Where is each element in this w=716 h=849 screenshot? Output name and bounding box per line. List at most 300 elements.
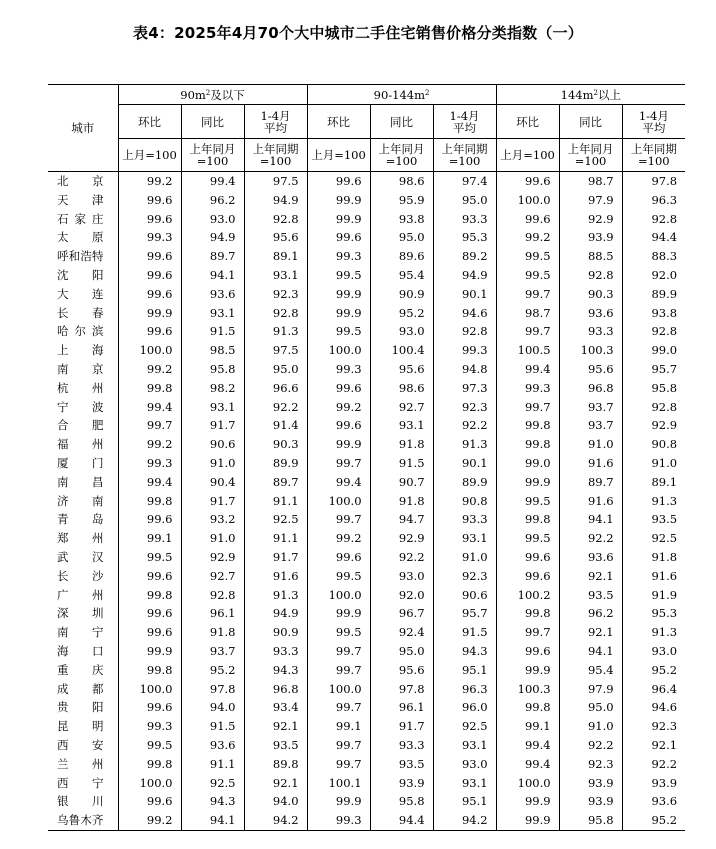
table-row: [48, 172, 685, 191]
base-header: 上年同期 =100: [244, 139, 307, 172]
index-value: 99.5: [496, 247, 559, 266]
index-value: 95.8: [559, 811, 622, 830]
index-value: 91.0: [433, 548, 496, 567]
index-value: 99.6: [118, 792, 181, 811]
metric-header: 同比: [370, 105, 433, 139]
city-name: 呼和浩特: [57, 249, 104, 264]
index-value: 94.1: [181, 811, 244, 830]
index-value: 95.6: [244, 228, 307, 247]
index-value: 99.6: [307, 379, 370, 398]
table-row: [48, 604, 685, 623]
index-value: 93.6: [622, 792, 685, 811]
index-value: 100.3: [496, 680, 559, 699]
index-value: 99.5: [496, 492, 559, 511]
index-value: 96.8: [559, 379, 622, 398]
index-value: 93.9: [370, 774, 433, 793]
area-group-header: $144m^2$以上: [496, 85, 685, 105]
index-value: 98.5: [181, 341, 244, 360]
metric-header: 1-4月 平均: [244, 105, 307, 139]
index-value: 90.1: [433, 285, 496, 304]
index-value: 99.3: [118, 228, 181, 247]
index-value: 94.9: [181, 228, 244, 247]
index-value: 94.6: [622, 698, 685, 717]
index-value: 94.3: [433, 642, 496, 661]
table-row: [48, 736, 685, 755]
table-row: [48, 755, 685, 774]
index-value: 100.3: [559, 341, 622, 360]
table-row: [48, 210, 685, 229]
city-name: 西宁: [57, 775, 104, 790]
index-value: 100.4: [370, 341, 433, 360]
index-value: 100.0: [118, 341, 181, 360]
index-value: 99.1: [496, 717, 559, 736]
index-value: 99.6: [496, 567, 559, 586]
index-value: 93.1: [244, 266, 307, 285]
index-value: 99.7: [307, 736, 370, 755]
index-value: 92.2: [244, 398, 307, 417]
index-value: 94.0: [181, 698, 244, 717]
index-value: 99.9: [496, 473, 559, 492]
index-value: 95.4: [559, 661, 622, 680]
index-value: 92.2: [370, 548, 433, 567]
index-value: 92.3: [433, 398, 496, 417]
index-value: 93.9: [559, 792, 622, 811]
index-value: 95.4: [370, 266, 433, 285]
index-value: 99.9: [496, 792, 559, 811]
city-name: 成都: [57, 681, 104, 696]
index-value: 99.8: [118, 492, 181, 511]
city-name: 长沙: [57, 568, 104, 583]
index-value: 90.9: [370, 285, 433, 304]
index-value: 92.9: [622, 416, 685, 435]
index-value: 89.9: [433, 473, 496, 492]
city-name: 太原: [57, 230, 104, 245]
index-value: 92.5: [433, 717, 496, 736]
index-value: 91.7: [181, 416, 244, 435]
index-value: 99.3: [307, 811, 370, 830]
index-value: 93.3: [370, 736, 433, 755]
city-name: 合肥: [57, 418, 104, 433]
index-value: 100.2: [496, 586, 559, 605]
index-value: 95.6: [559, 360, 622, 379]
city-name: 南宁: [57, 625, 104, 640]
index-value: 96.7: [370, 604, 433, 623]
index-value: 93.1: [433, 774, 496, 793]
index-value: 95.9: [370, 191, 433, 210]
table-body: [48, 172, 685, 831]
index-value: 98.7: [559, 172, 622, 191]
index-value: 92.5: [622, 529, 685, 548]
index-value: 89.1: [244, 247, 307, 266]
index-value: 99.6: [118, 623, 181, 642]
city-name: 海口: [57, 643, 104, 658]
index-value: 92.2: [622, 755, 685, 774]
index-value: 99.6: [307, 548, 370, 567]
index-value: 93.2: [181, 510, 244, 529]
index-value: 99.1: [307, 717, 370, 736]
index-value: 99.7: [496, 398, 559, 417]
index-value: 91.5: [181, 322, 244, 341]
city-name: 昆明: [57, 719, 104, 734]
base-header: 上年同月 =100: [559, 139, 622, 172]
table-row: [48, 792, 685, 811]
index-value: 99.2: [307, 398, 370, 417]
table-row: [48, 774, 685, 793]
index-value: 95.8: [370, 792, 433, 811]
index-value: 92.9: [181, 548, 244, 567]
metric-header: 环比: [307, 105, 370, 139]
index-value: 100.1: [307, 774, 370, 793]
index-value: 99.9: [496, 661, 559, 680]
city-name: 南昌: [57, 474, 104, 489]
index-value: 93.1: [433, 736, 496, 755]
index-value: 99.0: [496, 454, 559, 473]
table-row: [48, 341, 685, 360]
index-value: 88.5: [559, 247, 622, 266]
index-value: 99.8: [118, 755, 181, 774]
city-name: 哈尔滨: [57, 324, 104, 339]
index-value: 96.8: [244, 680, 307, 699]
index-value: 98.2: [181, 379, 244, 398]
index-value: 93.5: [559, 586, 622, 605]
index-value: 100.5: [496, 341, 559, 360]
index-value: 93.0: [370, 567, 433, 586]
index-value: 99.4: [118, 398, 181, 417]
price-index-table: [48, 85, 685, 831]
index-value: 89.8: [244, 755, 307, 774]
table-row: [48, 285, 685, 304]
index-value: 93.7: [181, 642, 244, 661]
index-value: 91.3: [244, 586, 307, 605]
city-name: 乌鲁木齐: [48, 811, 118, 830]
index-value: 91.8: [181, 623, 244, 642]
index-value: 94.1: [559, 642, 622, 661]
index-value: 99.4: [496, 755, 559, 774]
index-value: 93.7: [559, 416, 622, 435]
city-name: 天津: [57, 192, 104, 207]
metric-header: 同比: [559, 105, 622, 139]
index-value: 90.9: [244, 623, 307, 642]
index-value: 92.7: [181, 567, 244, 586]
index-value: 100.0: [307, 492, 370, 511]
index-value: 99.6: [118, 510, 181, 529]
index-value: 91.0: [559, 717, 622, 736]
index-value: 93.9: [559, 228, 622, 247]
index-value: 89.6: [370, 247, 433, 266]
index-value: 95.0: [433, 191, 496, 210]
table-row: [48, 529, 685, 548]
index-value: 91.5: [433, 623, 496, 642]
city-name: 西安: [57, 737, 104, 752]
index-value: 92.1: [559, 623, 622, 642]
index-value: 92.0: [370, 586, 433, 605]
index-value: 90.8: [433, 492, 496, 511]
index-value: 99.6: [118, 604, 181, 623]
table-title: 表4：2025年4月70个大中城市二手住宅销售价格分类指数（一）: [133, 24, 583, 42]
index-value: 93.5: [370, 755, 433, 774]
index-value: 93.8: [622, 304, 685, 323]
index-value: 89.7: [559, 473, 622, 492]
index-value: 93.1: [433, 529, 496, 548]
index-value: 93.6: [559, 548, 622, 567]
index-value: 95.0: [559, 698, 622, 717]
index-value: 93.5: [622, 510, 685, 529]
index-value: 92.1: [244, 774, 307, 793]
index-value: 99.5: [307, 266, 370, 285]
city-name: 贵阳: [57, 700, 104, 715]
index-value: 100.0: [118, 680, 181, 699]
index-value: 94.9: [433, 266, 496, 285]
index-value: 90.7: [370, 473, 433, 492]
index-value: 97.8: [622, 172, 685, 191]
table-row: [48, 661, 685, 680]
index-value: 94.9: [244, 191, 307, 210]
index-value: 94.1: [559, 510, 622, 529]
index-value: 93.5: [244, 736, 307, 755]
index-value: 93.6: [181, 285, 244, 304]
index-value: 96.6: [244, 379, 307, 398]
index-value: 93.3: [433, 210, 496, 229]
index-value: 92.5: [181, 774, 244, 793]
index-value: 91.8: [370, 435, 433, 454]
index-value: 99.9: [307, 304, 370, 323]
index-value: 92.9: [559, 210, 622, 229]
index-value: 93.1: [370, 416, 433, 435]
index-value: 99.4: [181, 172, 244, 191]
index-value: 93.1: [181, 304, 244, 323]
index-value: 99.6: [496, 210, 559, 229]
index-value: 92.8: [181, 586, 244, 605]
index-value: 99.7: [307, 661, 370, 680]
index-value: 89.7: [181, 247, 244, 266]
index-value: 94.2: [433, 811, 496, 830]
index-value: 99.6: [496, 642, 559, 661]
index-value: 99.8: [496, 435, 559, 454]
index-value: 97.3: [433, 379, 496, 398]
index-value: 99.7: [118, 416, 181, 435]
index-value: 94.7: [370, 510, 433, 529]
index-value: 88.3: [622, 247, 685, 266]
index-value: 99.5: [496, 266, 559, 285]
city-column-header: 城市: [48, 85, 118, 172]
index-value: 91.7: [370, 717, 433, 736]
base-header: 上月=100: [118, 139, 181, 172]
index-value: 95.0: [370, 228, 433, 247]
index-value: 92.2: [559, 736, 622, 755]
index-value: 92.3: [559, 755, 622, 774]
index-value: 92.0: [622, 266, 685, 285]
index-value: 99.9: [118, 642, 181, 661]
index-value: 98.6: [370, 379, 433, 398]
city-name: 济南: [57, 493, 104, 508]
index-value: 96.4: [622, 680, 685, 699]
table-row: [48, 379, 685, 398]
index-value: 97.9: [559, 191, 622, 210]
index-value: 99.4: [496, 360, 559, 379]
index-value: 95.2: [370, 304, 433, 323]
city-name: 郑州: [57, 531, 104, 546]
index-value: 100.0: [307, 586, 370, 605]
index-value: 90.4: [181, 473, 244, 492]
index-value: 97.8: [181, 680, 244, 699]
index-value: 94.4: [370, 811, 433, 830]
index-value: 93.3: [433, 510, 496, 529]
index-value: 91.0: [181, 454, 244, 473]
index-value: 93.0: [181, 210, 244, 229]
base-header: 上月=100: [496, 139, 559, 172]
index-value: 96.2: [559, 604, 622, 623]
index-value: 89.9: [244, 454, 307, 473]
table-row: [48, 435, 685, 454]
index-value: 95.6: [370, 360, 433, 379]
index-value: 99.2: [307, 529, 370, 548]
index-value: 92.1: [622, 736, 685, 755]
index-value: 91.6: [244, 567, 307, 586]
index-value: 95.7: [433, 604, 496, 623]
index-value: 92.7: [370, 398, 433, 417]
index-value: 96.2: [181, 191, 244, 210]
index-value: 99.8: [496, 604, 559, 623]
index-value: 99.5: [496, 529, 559, 548]
index-value: 91.5: [370, 454, 433, 473]
index-value: 99.0: [622, 341, 685, 360]
index-value: 92.8: [244, 304, 307, 323]
index-value: 90.3: [244, 435, 307, 454]
index-value: 89.1: [622, 473, 685, 492]
index-value: 91.7: [181, 492, 244, 511]
index-value: 92.1: [559, 567, 622, 586]
table-row: [48, 398, 685, 417]
index-value: 99.5: [307, 322, 370, 341]
index-value: 89.2: [433, 247, 496, 266]
index-value: 99.6: [496, 172, 559, 191]
index-value: 99.8: [118, 379, 181, 398]
index-value: 99.6: [118, 698, 181, 717]
index-value: 92.8: [622, 210, 685, 229]
index-value: 91.9: [622, 586, 685, 605]
index-value: 92.9: [370, 529, 433, 548]
index-value: 95.3: [622, 604, 685, 623]
city-name: 厦门: [57, 455, 104, 470]
index-value: 93.0: [622, 642, 685, 661]
metric-header: 环比: [118, 105, 181, 139]
base-header: 上年同期 =100: [622, 139, 685, 172]
index-value: 99.3: [496, 379, 559, 398]
index-value: 99.3: [118, 454, 181, 473]
index-value: 94.2: [244, 811, 307, 830]
index-value: 91.3: [433, 435, 496, 454]
index-value: 95.3: [433, 228, 496, 247]
index-value: 99.9: [307, 792, 370, 811]
index-value: 92.3: [433, 567, 496, 586]
index-value: 93.9: [559, 774, 622, 793]
index-value: 99.9: [307, 210, 370, 229]
index-value: 99.7: [496, 285, 559, 304]
index-value: 90.6: [181, 435, 244, 454]
table-row: [48, 680, 685, 699]
index-value: 99.6: [118, 567, 181, 586]
index-value: 91.8: [622, 548, 685, 567]
index-value: 99.6: [118, 322, 181, 341]
index-value: 94.3: [244, 661, 307, 680]
index-value: 94.4: [622, 228, 685, 247]
city-name: 宁波: [57, 399, 104, 414]
index-value: 91.1: [244, 492, 307, 511]
table-header: [48, 85, 685, 172]
index-value: 95.6: [370, 661, 433, 680]
index-value: 91.7: [244, 548, 307, 567]
city-name: 沈阳: [57, 267, 104, 282]
city-name: 南京: [57, 361, 104, 376]
table-row: [48, 811, 685, 830]
index-value: 100.0: [496, 774, 559, 793]
index-value: 93.6: [559, 304, 622, 323]
index-value: 99.5: [118, 736, 181, 755]
metric-header: 1-4月 平均: [622, 105, 685, 139]
table-row: [48, 473, 685, 492]
index-value: 99.4: [496, 736, 559, 755]
index-value: 92.8: [559, 266, 622, 285]
index-value: 89.7: [244, 473, 307, 492]
index-value: 93.3: [559, 322, 622, 341]
index-value: 91.1: [244, 529, 307, 548]
index-value: 96.3: [622, 191, 685, 210]
index-value: 99.6: [118, 285, 181, 304]
index-value: 89.9: [622, 285, 685, 304]
metric-header: 1-4月 平均: [433, 105, 496, 139]
index-value: 91.3: [622, 492, 685, 511]
city-name: 福州: [57, 437, 104, 452]
index-value: 91.8: [370, 492, 433, 511]
index-value: 95.1: [433, 661, 496, 680]
index-value: 99.7: [496, 322, 559, 341]
index-value: 100.0: [307, 680, 370, 699]
index-value: 97.8: [370, 680, 433, 699]
index-value: 99.8: [496, 698, 559, 717]
index-value: 94.8: [433, 360, 496, 379]
index-value: 94.0: [244, 792, 307, 811]
table-row: [48, 510, 685, 529]
index-value: 93.0: [433, 755, 496, 774]
index-value: 99.2: [118, 435, 181, 454]
index-value: 90.8: [622, 435, 685, 454]
index-value: 95.1: [433, 792, 496, 811]
city-name: 银川: [57, 794, 104, 809]
index-value: 91.0: [559, 435, 622, 454]
index-value: 95.0: [244, 360, 307, 379]
table-row: [48, 454, 685, 473]
index-value: 99.9: [307, 191, 370, 210]
index-value: 91.3: [622, 623, 685, 642]
index-value: 91.5: [181, 717, 244, 736]
metric-header: 环比: [496, 105, 559, 139]
city-name: 武汉: [57, 549, 104, 564]
index-value: 96.1: [370, 698, 433, 717]
index-value: 99.3: [118, 717, 181, 736]
index-value: 95.7: [622, 360, 685, 379]
index-value: 98.6: [370, 172, 433, 191]
index-value: 94.9: [244, 604, 307, 623]
index-value: 93.0: [370, 322, 433, 341]
index-value: 99.1: [118, 529, 181, 548]
index-value: 99.4: [307, 473, 370, 492]
base-header: 上月=100: [307, 139, 370, 172]
table-row: [48, 717, 685, 736]
index-value: 99.3: [307, 360, 370, 379]
index-value: 95.2: [622, 811, 685, 830]
table-row: [48, 698, 685, 717]
index-value: 91.6: [622, 567, 685, 586]
